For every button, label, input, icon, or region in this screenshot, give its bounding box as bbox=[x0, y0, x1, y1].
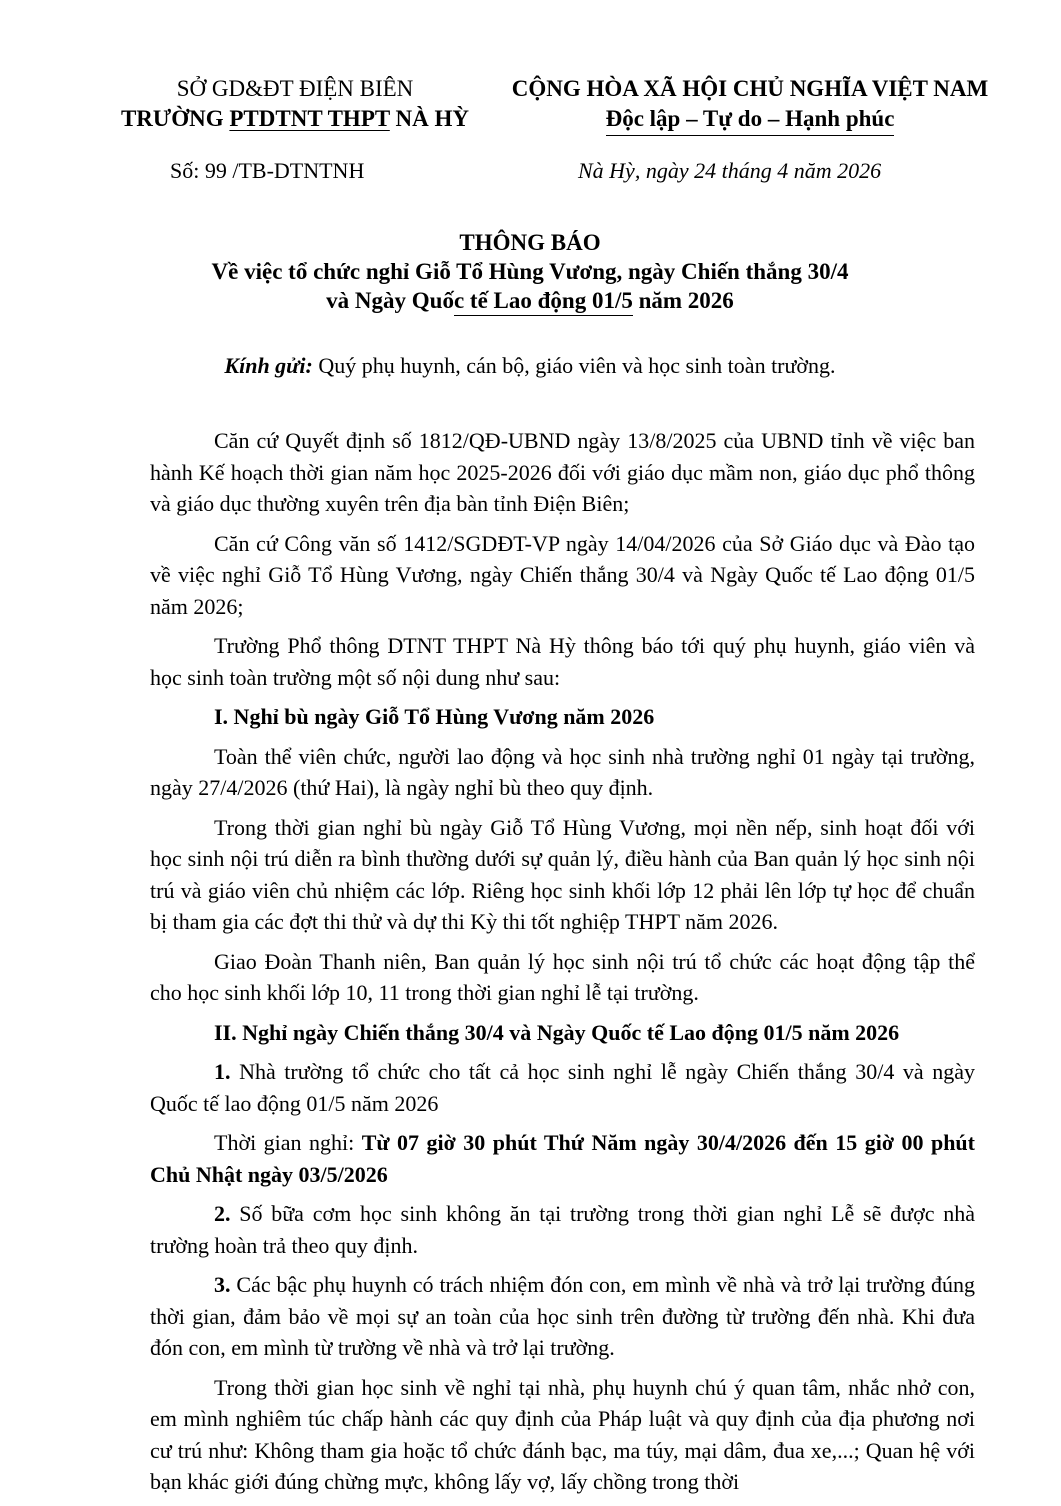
title-subject-line2: và Ngày Quốc tế Lao động 01/5 năm 2026 bbox=[120, 286, 940, 316]
document-body bbox=[150, 425, 975, 1506]
paragraph-parent-reminder: Trong thời gian học sinh về nghỉ tại nhà, phụ huynh chú ý quan tâm, nhắc nhở con, em mình nghiêm túc chấp hành các quy định của Pháp luật và quy định của địa phương nơi cư trú như: Không tham gia hoặc tổ chức đánh bạc, ma túy, mại dâm, đua xe,...; Quan hệ với bạn khác giới đúng chừng mực, không lấy vợ, lấy chồng trong thời bbox=[150, 1374, 975, 1494]
national-title: CỘNG HÒA XÃ HỘI CHỦ NGHĨA VIỆT NAM bbox=[511, 76, 989, 101]
national-motto bbox=[490, 74, 1010, 136]
national-slogan: Độc lập – Tự do – Hạnh phúc bbox=[606, 104, 895, 136]
item-number-3: 3. bbox=[214, 1272, 231, 1297]
document-title bbox=[120, 228, 940, 316]
document-header bbox=[0, 74, 1061, 194]
section-heading-2: II. Nghỉ ngày Chiến thắng 30/4 và Ngày Quốc tế Lao động 01/5 năm 2026 bbox=[214, 1019, 900, 1045]
holiday-time-range: Từ 07 giờ 30 phút Thứ Năm ngày 30/4/2026 đến 15 giờ 00 phút Chủ Nhật ngày 03/5/2026 bbox=[150, 1130, 975, 1187]
item-number-2: 2. bbox=[214, 1201, 231, 1226]
item-number-1: 1. bbox=[214, 1059, 231, 1084]
paragraph-boarding-students: Trong thời gian nghỉ bù ngày Giỗ Tổ Hùng Vương, mọi nền nếp, sinh hoạt đối với học sinh nội trú diễn ra bình thường dưới sự quản lý, điều hành của Ban quản lý học sinh nội trú và giáo viên chủ nhiệm các lớp. Riêng học sinh khối lớp 12 phải lên lớp tự học để chuẩn bị tham gia các đợt thi thử và dự thi Kỳ thi tốt nghiệp THPT năm 2026. bbox=[150, 814, 975, 934]
document-number: Số: 99 /TB-DTNTNH bbox=[170, 158, 365, 183]
paragraph-item-1: 1. Nhà trường tổ chức cho tất cả học sinh nghỉ lễ ngày Chiến thắng 30/4 và ngày Quốc tế lao động 01/5 năm 2026 bbox=[150, 1059, 975, 1116]
recipient-text: Quý phụ huynh, cán bộ, giáo viên và học sinh toàn trường. bbox=[312, 353, 836, 378]
agency-school: TRƯỜNG PTDTNT THPT NÀ HỲ bbox=[120, 106, 470, 131]
title-main: THÔNG BÁO bbox=[459, 230, 601, 255]
paragraph-legal-basis-2: Căn cứ Công văn số 1412/SGDĐT-VP ngày 14/04/2026 của Sở Giáo dục và Đào tạo về việc nghỉ Giỗ Tổ Hùng Vương, ngày Chiến thắng 30/4 và Ngày Quốc tế Lao động 01/5 năm 2026; bbox=[150, 530, 975, 619]
paragraph-item-3: 3. Các bậc phụ huynh có trách nhiệm đón con, em mình về nhà và trở lại trường đúng thời gian, đảm bảo về mọi sự an toàn của học sinh trên đường từ trường đến nhà. Khi đưa đón con, em mình từ trường về nhà và trở lại trường. bbox=[150, 1272, 975, 1360]
paragraph-legal-basis-1: Căn cứ Quyết định số 1812/QĐ-UBND ngày 13/8/2025 của UBND tỉnh về việc ban hành Kế hoạch thời gian năm học 2025-2026 đối với giáo dục mầm non, giáo dục phổ thông và giáo dục thường xuyên trên địa bàn tỉnh Điện Biên; bbox=[150, 428, 975, 516]
paragraph-compensatory-day: Toàn thể viên chức, người lao động và học sinh nhà trường nghỉ 01 ngày tại trường, ngày 27/4/2026 (thứ Hai), là ngày nghỉ bù theo quy định. bbox=[150, 743, 975, 800]
title-subject-line1: Về việc tổ chức nghỉ Giỗ Tổ Hùng Vương, ngày Chiến thắng 30/4 bbox=[211, 259, 849, 284]
paragraph-holiday-time: Thời gian nghỉ: Từ 07 giờ 30 phút Thứ Năm ngày 30/4/2026 đến 15 giờ 00 phút Chủ Nhật ngày 03/5/2026 bbox=[150, 1130, 975, 1187]
paragraph-item-2: 2. Số bữa cơm học sinh không ăn tại trường trong thời gian nghỉ Lễ sẽ được nhà trường hoàn trả theo quy định. bbox=[150, 1201, 975, 1258]
document-date: Nà Hỳ, ngày 24 tháng 4 năm 2026 bbox=[578, 158, 882, 183]
recipient-line bbox=[120, 353, 940, 379]
issuing-agency bbox=[100, 74, 490, 134]
agency-department: SỞ GD&ĐT ĐIỆN BIÊN bbox=[176, 76, 414, 101]
recipient-label: Kính gửi: bbox=[224, 353, 313, 378]
section-heading-1: I. Nghỉ bù ngày Giỗ Tổ Hùng Vương năm 2026 bbox=[214, 704, 655, 729]
paragraph-youth-union: Giao Đoàn Thanh niên, Ban quản lý học sinh nội trú tổ chức các hoạt động tập thể cho học sinh khối lớp 10, 11 trong thời gian nghỉ lễ tại trường. bbox=[150, 948, 975, 1005]
paragraph-intro: Trường Phổ thông DTNT THPT Nà Hỳ thông báo tới quý phụ huynh, giáo viên và học sinh toàn trường một số nội dung như sau: bbox=[150, 633, 975, 690]
